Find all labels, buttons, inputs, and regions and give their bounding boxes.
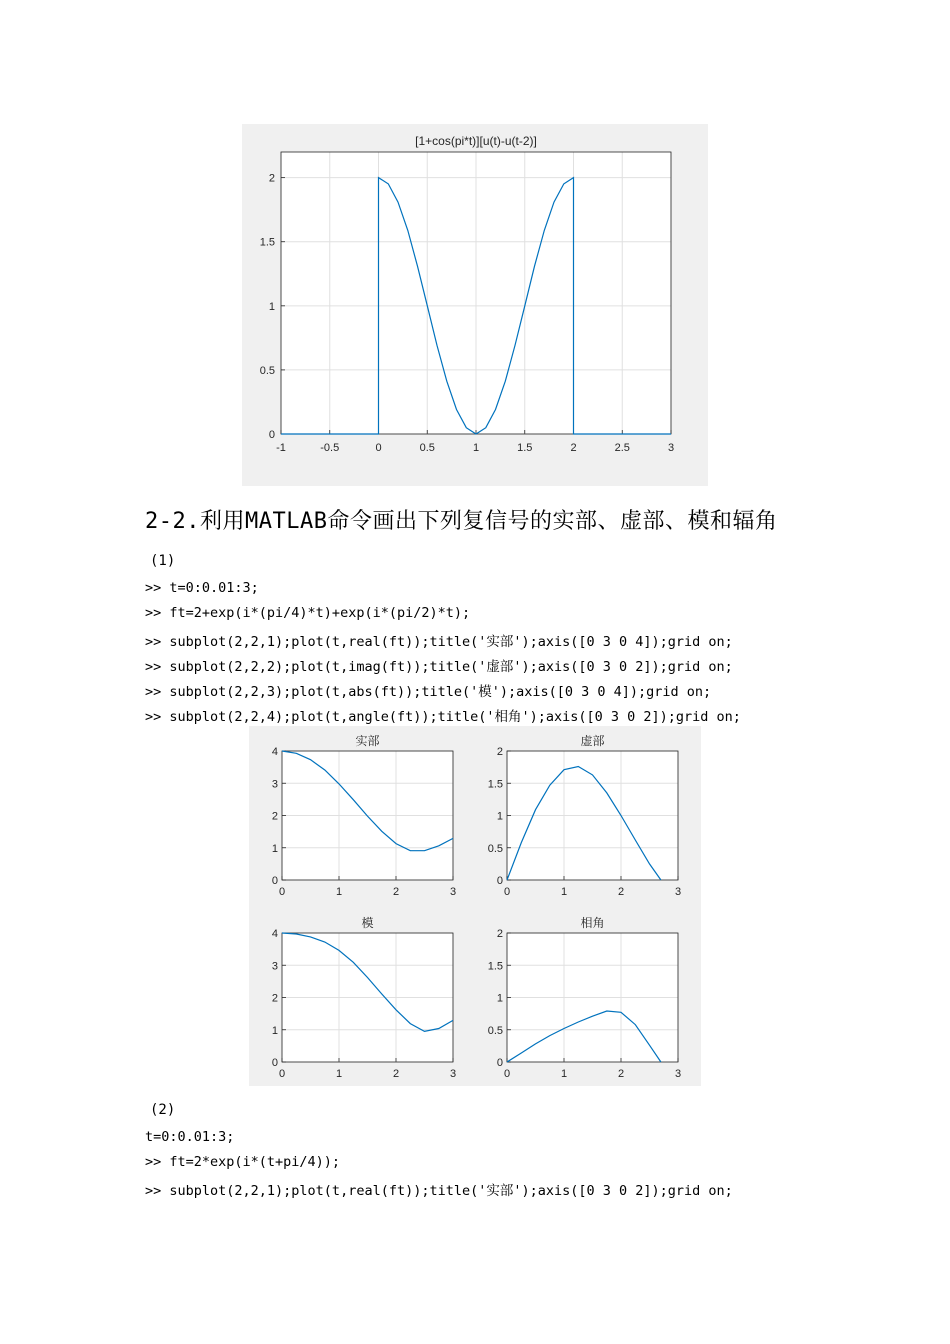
subplot-3-ytick-label-4: 4 bbox=[271, 928, 278, 940]
subplot-1-ytick-label-1: 1 bbox=[271, 842, 278, 855]
chart1-ytick-label-0: 0 bbox=[268, 429, 275, 441]
chart1-ytick-label-4: 2 bbox=[268, 172, 275, 185]
subplot-4-ytick-label-3: 1.5 bbox=[487, 960, 503, 973]
subplot-4-ytick-label-2: 1 bbox=[496, 992, 503, 1005]
subplot-3-title: 模 bbox=[361, 916, 374, 930]
chart1-xtick-label-0: -1 bbox=[276, 442, 286, 454]
chart1-xtick-label-8: 3 bbox=[667, 442, 675, 454]
subplot-1-ytick-label-2: 2 bbox=[271, 810, 278, 823]
code2-line-2: >> ft=2*exp(i*(t+pi/4)); bbox=[145, 1154, 341, 1170]
subplot-4-xtick-label-3: 3 bbox=[674, 1068, 682, 1080]
subplot-4-ytick-label-0: 0 bbox=[496, 1057, 503, 1069]
subplot-3-ytick-label-0: 0 bbox=[271, 1057, 278, 1069]
figure-2-subplots bbox=[249, 726, 701, 1086]
subplot-2-xtick-label-2: 2 bbox=[617, 886, 625, 898]
section-heading: 2-2.利用MATLAB命令画出下列复信号的实部、虚部、模和辐角 bbox=[145, 509, 778, 534]
subplot-1-xtick-label-3: 3 bbox=[449, 886, 457, 898]
subplot-2-ytick-label-2: 1 bbox=[496, 810, 503, 823]
subplot-4-xtick-label-1: 1 bbox=[560, 1068, 568, 1080]
chart-1-svg bbox=[242, 124, 708, 486]
chart1-xtick-label-5: 1.5 bbox=[517, 442, 533, 454]
subplot-2-ytick-label-0: 0 bbox=[496, 875, 503, 887]
subplot-2-ytick-label-1: 0.5 bbox=[487, 842, 503, 855]
subplot-1-xtick-label-1: 1 bbox=[335, 886, 343, 898]
subplot-2-xtick-label-1: 1 bbox=[560, 886, 568, 898]
subplot-3-xtick-label-3: 3 bbox=[449, 1068, 457, 1080]
chart1-title: [1+cos(pi*t)][u(t)-u(t-2)] bbox=[415, 134, 537, 148]
subplot-1-xtick-label-0: 0 bbox=[278, 886, 286, 898]
chart1-xtick-label-2: 0 bbox=[375, 442, 382, 454]
subplot-2-xtick-label-3: 3 bbox=[674, 886, 682, 898]
subplot-2-title: 虚部 bbox=[580, 734, 605, 748]
chart1-ytick-label-3: 1.5 bbox=[259, 236, 275, 249]
subplot-1-ytick-label-4: 4 bbox=[271, 746, 278, 758]
subplot-3-ytick-label-3: 3 bbox=[271, 960, 278, 973]
figure-1-plot bbox=[242, 124, 708, 486]
code-line-6: >> subplot(2,2,4);plot(t,angle(ft));title('相角');axis([0 3 0 2]);grid on; bbox=[145, 709, 741, 725]
subplot-1-ytick-label-3: 3 bbox=[271, 778, 278, 791]
chart1-xtick-label-3: 0.5 bbox=[419, 442, 435, 454]
code2-line-3: >> subplot(2,2,1);plot(t,real(ft));title('实部');axis([0 3 0 2]);grid on; bbox=[145, 1183, 733, 1199]
subplot-4-xtick-label-0: 0 bbox=[503, 1068, 511, 1080]
chart1-xtick-label-1: -0.5 bbox=[320, 442, 340, 454]
subplot-3-ytick-label-1: 1 bbox=[271, 1024, 278, 1037]
subplot-3-xtick-label-2: 2 bbox=[392, 1068, 400, 1080]
part-1-label: (1) bbox=[150, 553, 176, 569]
chart1-ytick-label-2: 1 bbox=[268, 300, 275, 313]
code-line-4: >> subplot(2,2,2);plot(t,imag(ft));title('虚部');axis([0 3 0 2]);grid on; bbox=[145, 659, 733, 675]
subplot-3-xtick-label-0: 0 bbox=[278, 1068, 286, 1080]
code-line-3: >> subplot(2,2,1);plot(t,real(ft));title('实部');axis([0 3 0 4]);grid on; bbox=[145, 634, 733, 650]
code-line-5: >> subplot(2,2,3);plot(t,abs(ft));title('模');axis([0 3 0 4]);grid on; bbox=[145, 684, 712, 700]
chart-2-svg bbox=[249, 726, 701, 1086]
subplot-4-ytick-label-4: 2 bbox=[496, 928, 503, 940]
chart1-ytick-label-1: 0.5 bbox=[259, 364, 275, 377]
part-2-label: (2) bbox=[150, 1102, 176, 1118]
chart1-xtick-label-4: 1 bbox=[472, 442, 480, 454]
code-line-1: >> t=0:0.01:3; bbox=[145, 580, 259, 596]
subplot-3-ytick-label-2: 2 bbox=[271, 992, 278, 1005]
subplot-1-title: 实部 bbox=[355, 734, 380, 748]
subplot-1-xtick-label-2: 2 bbox=[392, 886, 400, 898]
subplot-2-ytick-label-3: 1.5 bbox=[487, 778, 503, 791]
subplot-2-ytick-label-4: 2 bbox=[496, 746, 503, 758]
code2-line-1: t=0:0.01:3; bbox=[145, 1129, 235, 1145]
subplot-2-xtick-label-0: 0 bbox=[503, 886, 511, 898]
chart1-xtick-label-7: 2.5 bbox=[614, 442, 630, 454]
subplot-1-ytick-label-0: 0 bbox=[271, 875, 278, 887]
code-line-2: >> ft=2+exp(i*(pi/4)*t)+exp(i*(pi/2)*t); bbox=[145, 605, 471, 621]
subplot-4-title: 相角 bbox=[580, 916, 605, 930]
subplot-4-xtick-label-2: 2 bbox=[617, 1068, 625, 1080]
subplot-4-ytick-label-1: 0.5 bbox=[487, 1024, 503, 1037]
subplot-3-xtick-label-1: 1 bbox=[335, 1068, 343, 1080]
chart1-xtick-label-6: 2 bbox=[570, 442, 577, 454]
